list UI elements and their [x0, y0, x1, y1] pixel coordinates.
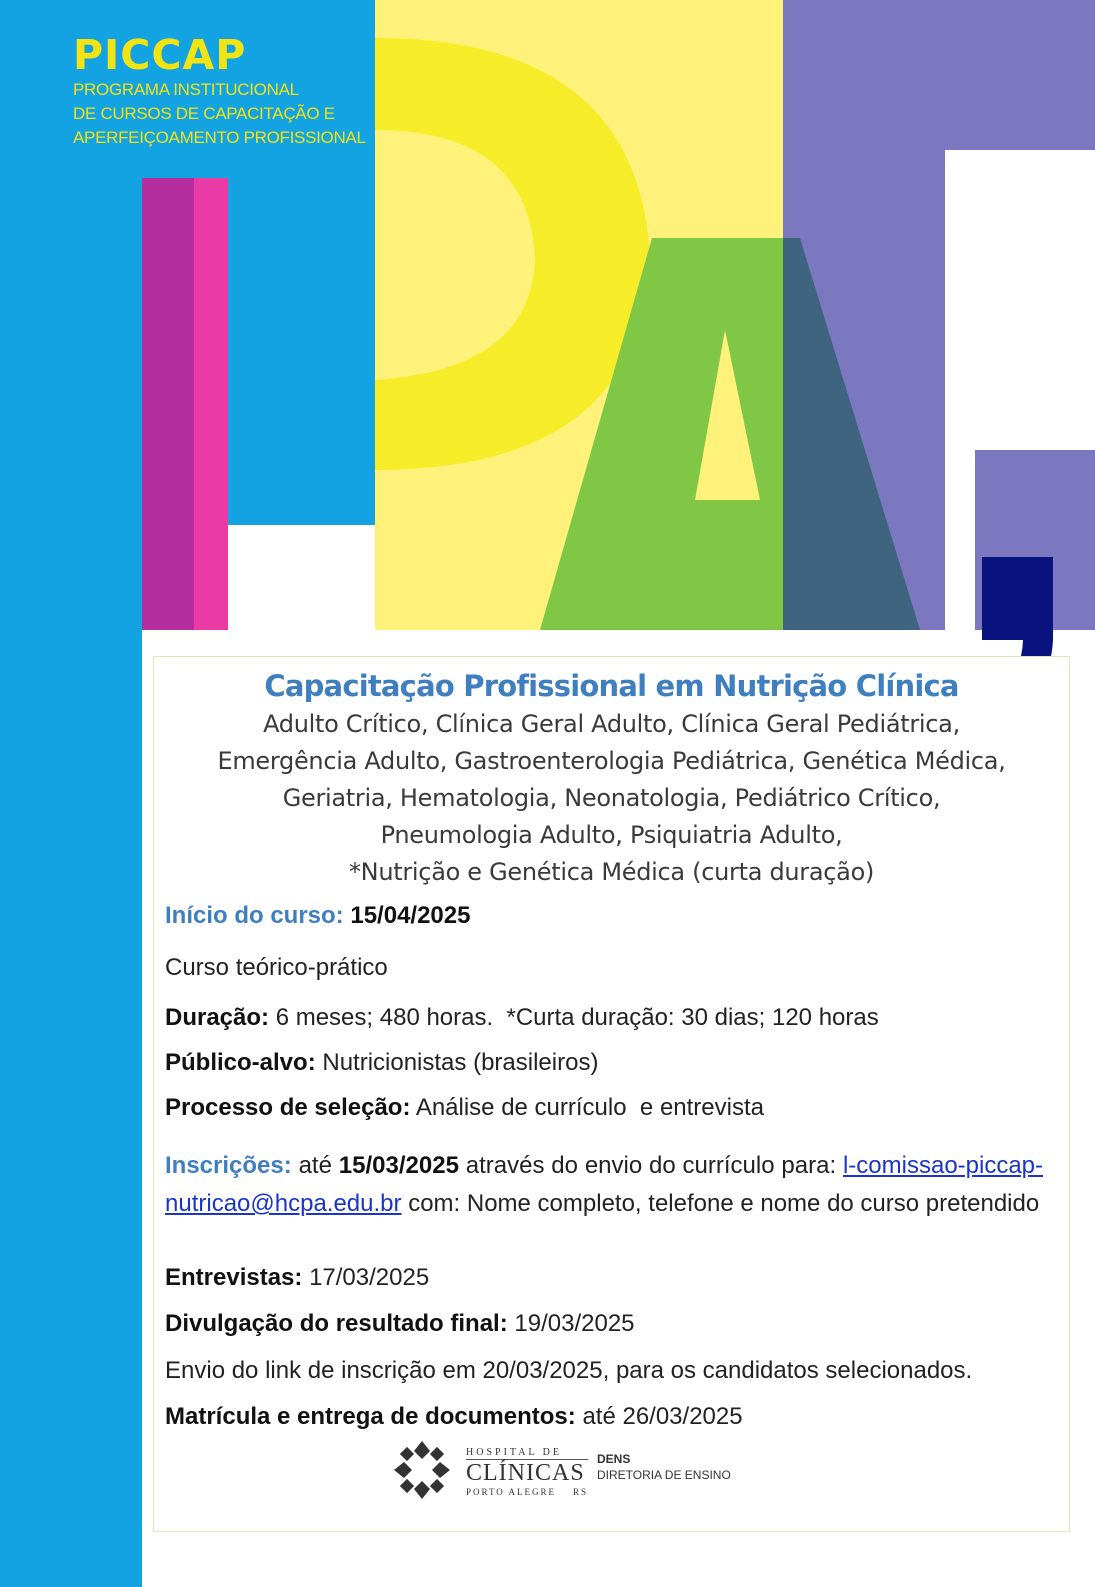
specialties-list	[154, 706, 1069, 891]
inscriptions-pre: até	[298, 1152, 332, 1179]
specialty-line: Emergência Adulto, Gastroenterologia Pediátrica, Genética Médica,	[217, 747, 1006, 775]
selection-label: Processo de seleção:	[165, 1094, 411, 1121]
interviews-label: Entrevistas:	[165, 1264, 303, 1291]
hospital-line-2: CLÍNICAS	[466, 1459, 588, 1486]
result-value: 19/03/2025	[514, 1310, 635, 1337]
brand-subtitle-line-1: PROGRAMA INSTITUCIONAL	[73, 80, 299, 99]
specialty-line: Geriatria, Hematologia, Neonatologia, Pediátrico Crítico,	[282, 784, 941, 812]
link-note: Envio do link de inscrição em 20/03/2025, para os candidatos selecionados.	[165, 1357, 973, 1384]
specialty-line: Pneumologia Adulto, Psiquiatria Adulto,	[380, 821, 843, 849]
hospital-logo-icon	[390, 1437, 454, 1503]
start-date-label: Início do curso:	[165, 902, 344, 929]
result-label: Divulgação do resultado final:	[165, 1310, 508, 1337]
inscriptions-mid: através do envio do currículo para:	[465, 1152, 837, 1179]
audience-row	[165, 1049, 1055, 1077]
inscriptions-date: 15/03/2025	[338, 1152, 459, 1179]
duration-value: 6 meses; 480 horas. *Curta duração: 30 dias; 120 horas	[275, 1004, 879, 1031]
brand-title: PICCAP	[73, 31, 247, 79]
course-info-box	[153, 656, 1070, 1532]
footer-logos	[390, 1437, 830, 1507]
specialty-line: *Nutrição e Genética Médica (curta duração)	[348, 858, 875, 886]
magenta-strip-dark	[142, 178, 194, 630]
hospital-line-3: PORTO ALEGRE RS	[466, 1487, 589, 1497]
audience-value: Nutricionistas (brasileiros)	[322, 1049, 599, 1076]
inscriptions-paragraph	[165, 1147, 1043, 1223]
email-link[interactable]: l-comissao-piccap-nutricao@hcpa.edu.br	[165, 1152, 1044, 1217]
enrollment-label: Matrícula e entrega de documentos:	[165, 1403, 576, 1430]
enrollment-value: até 26/03/2025	[582, 1403, 743, 1430]
audience-label: Público-alvo:	[165, 1049, 316, 1076]
brand-header	[73, 32, 366, 150]
course-type: Curso teórico-prático	[165, 954, 388, 981]
selection-value: Análise de currículo e entrevista	[415, 1094, 764, 1121]
interviews-value: 17/03/2025	[309, 1264, 430, 1291]
result-row	[165, 1310, 1055, 1338]
interviews-row	[165, 1264, 1055, 1292]
magenta-strip	[194, 178, 228, 630]
duration-row	[165, 1004, 1055, 1032]
brand-subtitle-line-2: DE CURSOS DE CAPACITAÇÃO E	[73, 104, 335, 123]
selection-row	[165, 1094, 1055, 1122]
enrollment-row	[165, 1403, 1055, 1431]
brand-subtitle-line-3: APERFEIÇOAMENTO PROFISSIONAL	[73, 128, 366, 147]
specialty-line: Adulto Crítico, Clínica Geral Adulto, Clínica Geral Pediátrica,	[263, 710, 960, 738]
dens-subtitle: DIRETORIA DE ENSINO	[597, 1468, 731, 1482]
start-date-row	[165, 902, 1055, 930]
inscriptions-label: Inscrições:	[165, 1152, 292, 1179]
dens-title: DENS	[597, 1452, 631, 1466]
start-date-value: 15/04/2025	[350, 902, 471, 929]
hospital-wordmark	[466, 1447, 588, 1498]
course-title: Capacitação Profissional em Nutrição Clínica	[264, 669, 959, 703]
inscriptions-post: com: Nome completo, telefone e nome do curso pretendido	[408, 1190, 1040, 1217]
duration-label: Duração:	[165, 1004, 270, 1031]
dens-logo	[597, 1451, 731, 1483]
hospital-line-1: HOSPITAL DE	[466, 1447, 562, 1458]
